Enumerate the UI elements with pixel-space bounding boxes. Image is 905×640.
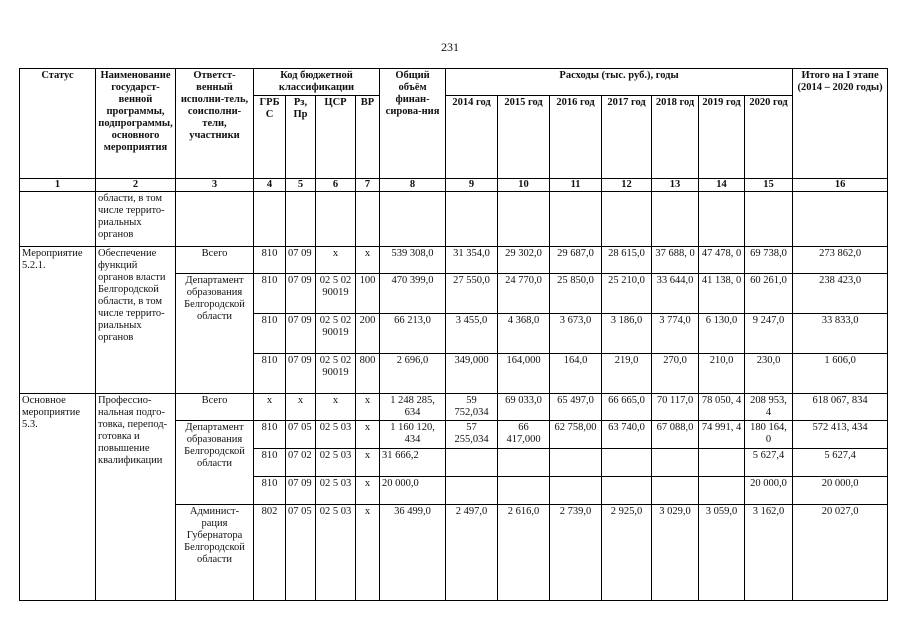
year-cell: 164,000 [498,354,550,394]
total-cell: 66 213,0 [380,314,446,354]
year-cell: 25 850,0 [550,274,602,314]
year-cell: 164,0 [550,354,602,394]
total-cell: 1 248 285, 634 [380,394,446,421]
budget-table [19,68,888,601]
rzpr-cell: 07 09 [286,247,316,274]
year-cell: 3 186,0 [602,314,652,354]
grbs-cell: 802 [254,505,286,601]
total-cell: 1 160 120, 434 [380,421,446,449]
header-csr: ЦСР [316,96,356,179]
year-cell: 2 925,0 [602,505,652,601]
responsible-cell: Всего [176,394,254,421]
year-cell: 29 687,0 [550,247,602,274]
col-number: 5 [286,179,316,192]
itogo-cell: 1 606,0 [793,354,888,394]
year-cell: 210,0 [699,354,745,394]
header-year: 2018 год [652,96,699,179]
header-year: 2016 год [550,96,602,179]
itogo-cell: 618 067, 834 [793,394,888,421]
rzpr-cell: 07 02 [286,449,316,477]
year-cell: 41 138, 0 [699,274,745,314]
year-cell: 230,0 [745,354,793,394]
csr-cell: 02 5 03 [316,477,356,505]
itogo-cell: 273 862,0 [793,247,888,274]
csr-cell: 02 5 03 [316,449,356,477]
year-cell: 59 752,034 [446,394,498,421]
col-number: 16 [793,179,888,192]
vr-cell: 800 [356,354,380,394]
rzpr-cell: х [286,394,316,421]
rzpr-cell: 07 09 [286,354,316,394]
rzpr-cell: 07 09 [286,274,316,314]
year-cell: 349,000 [446,354,498,394]
header-budget-code: Код бюджетной классификации [254,69,380,96]
col-number: 14 [699,179,745,192]
total-cell: 36 499,0 [380,505,446,601]
year-cell: 66 665,0 [602,394,652,421]
year-cell: 270,0 [652,354,699,394]
rzpr-cell: 07 09 [286,477,316,505]
csr-cell: х [316,247,356,274]
year-cell: 4 368,0 [498,314,550,354]
itogo-cell: 20 027,0 [793,505,888,601]
year-cell: 3 029,0 [652,505,699,601]
activity-name: Профессио-нальная подго-товка, перепод-готовка и повышение квалификации [96,394,176,601]
vr-cell: х [356,247,380,274]
year-cell: 78 050, 4 [699,394,745,421]
year-cell: 28 615,0 [602,247,652,274]
year-cell: 62 758,00 [550,421,602,449]
table-row [20,247,888,274]
year-cell: 31 354,0 [446,247,498,274]
year-cell: 25 210,0 [602,274,652,314]
col-number: 9 [446,179,498,192]
col-number: 1 [20,179,96,192]
page-number: 231 [441,40,459,54]
year-cell: 65 497,0 [550,394,602,421]
header-vr: ВР [356,96,380,179]
csr-cell: 02 5 03 [316,505,356,601]
activity-name: Обеспечение функций органов власти Белгородской области, в том числе террито-риальных органов [96,247,176,394]
year-cell: 2 497,0 [446,505,498,601]
year-cell: 9 247,0 [745,314,793,354]
itogo-cell: 238 423,0 [793,274,888,314]
year-cell: 74 991, 4 [699,421,745,449]
responsible-cell: Всего [176,247,254,274]
year-cell: 219,0 [602,354,652,394]
year-cell [602,449,652,477]
year-cell: 57 255,034 [446,421,498,449]
year-cell [498,449,550,477]
year-cell [498,477,550,505]
year-cell: 69 033,0 [498,394,550,421]
year-cell: 63 740,0 [602,421,652,449]
status-cell: Мероприятие 5.2.1. [20,247,96,394]
total-cell: 470 399,0 [380,274,446,314]
year-cell: 37 688, 0 [652,247,699,274]
grbs-cell: 810 [254,421,286,449]
year-cell: 33 644,0 [652,274,699,314]
grbs-cell: 810 [254,354,286,394]
vr-cell: х [356,421,380,449]
csr-cell: 02 5 02 90019 [316,354,356,394]
header-year: 2015 год [498,96,550,179]
table-row [20,394,888,421]
year-cell: 180 164, 0 [745,421,793,449]
col-number: 13 [652,179,699,192]
year-cell: 208 953, 4 [745,394,793,421]
csr-cell: 02 5 03 [316,421,356,449]
vr-cell: х [356,505,380,601]
col-number: 15 [745,179,793,192]
grbs-cell: 810 [254,449,286,477]
year-cell: 2 739,0 [550,505,602,601]
header-expenses: Расходы (тыс. руб.), годы [446,69,793,96]
col-number: 3 [176,179,254,192]
total-cell: 2 696,0 [380,354,446,394]
header-status: Статус [20,69,96,179]
year-cell: 47 478, 0 [699,247,745,274]
year-cell: 3 059,0 [699,505,745,601]
table-row [20,192,888,247]
year-cell: 24 770,0 [498,274,550,314]
year-cell: 66 417,000 [498,421,550,449]
vr-cell: х [356,394,380,421]
year-cell [699,477,745,505]
responsible-cell: Админист-рация Губернатора Белгородской области [176,505,254,601]
year-cell: 70 117,0 [652,394,699,421]
year-cell: 60 261,0 [745,274,793,314]
year-cell: 27 550,0 [446,274,498,314]
col-number: 12 [602,179,652,192]
itogo-cell: 5 627,4 [793,449,888,477]
year-cell: 69 738,0 [745,247,793,274]
vr-cell: 100 [356,274,380,314]
header-year: 2020 год [745,96,793,179]
grbs-cell: 810 [254,247,286,274]
responsible-cell: Департамент образования Белгородской области [176,421,254,505]
year-cell: 3 455,0 [446,314,498,354]
year-cell: 67 088,0 [652,421,699,449]
year-cell: 3 673,0 [550,314,602,354]
total-cell: 31 666,2 [380,449,446,477]
col-number: 8 [380,179,446,192]
year-cell: 3 162,0 [745,505,793,601]
csr-cell: х [316,394,356,421]
header-itogo: Итого на I этапе (2014 – 2020 годы) [793,69,888,179]
total-cell: 539 308,0 [380,247,446,274]
grbs-cell: 810 [254,314,286,354]
vr-cell: х [356,477,380,505]
col-number: 4 [254,179,286,192]
grbs-cell: х [254,394,286,421]
year-cell [550,477,602,505]
vr-cell: х [356,449,380,477]
year-cell: 3 774,0 [652,314,699,354]
year-cell [699,449,745,477]
total-cell: 20 000,0 [380,477,446,505]
header-total: Общий объём финан-сирова-ния [380,69,446,179]
responsible-cell: Департамент образования Белгородской области [176,274,254,394]
continued-name: области, в том числе террито-риальных органов [96,192,176,247]
col-number: 11 [550,179,602,192]
grbs-cell: 810 [254,477,286,505]
csr-cell: 02 5 02 90019 [316,274,356,314]
year-cell [446,477,498,505]
col-number: 10 [498,179,550,192]
itogo-cell: 33 833,0 [793,314,888,354]
year-cell [652,449,699,477]
year-cell: 2 616,0 [498,505,550,601]
year-cell: 6 130,0 [699,314,745,354]
itogo-cell: 572 413, 434 [793,421,888,449]
vr-cell: 200 [356,314,380,354]
year-cell [652,477,699,505]
col-number: 6 [316,179,356,192]
header-year: 2019 год [699,96,745,179]
col-number: 2 [96,179,176,192]
header-rzpr: Рз, Пр [286,96,316,179]
year-cell: 5 627,4 [745,449,793,477]
year-cell [550,449,602,477]
header-year: 2014 год [446,96,498,179]
status-cell: Основное мероприятие 5.3. [20,394,96,601]
grbs-cell: 810 [254,274,286,314]
year-cell [602,477,652,505]
rzpr-cell: 07 05 [286,421,316,449]
header-name: Наименование государст-венной программы, подпрограммы, основного мероприятия [96,69,176,179]
rzpr-cell: 07 09 [286,314,316,354]
csr-cell: 02 5 02 90019 [316,314,356,354]
year-cell [446,449,498,477]
header-grbs: ГРБ С [254,96,286,179]
col-number: 7 [356,179,380,192]
header-responsible: Ответст-венный исполни-тель, соисполни-тели, участники [176,69,254,179]
itogo-cell: 20 000,0 [793,477,888,505]
rzpr-cell: 07 05 [286,505,316,601]
year-cell: 29 302,0 [498,247,550,274]
header-year: 2017 год [602,96,652,179]
year-cell: 20 000,0 [745,477,793,505]
